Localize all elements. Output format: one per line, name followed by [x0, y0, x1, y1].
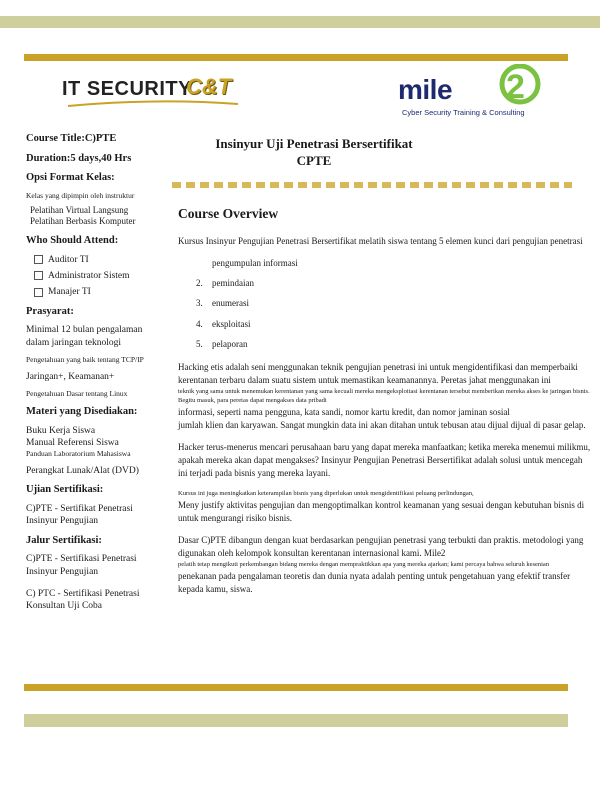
- prereq-2: Pengetahuan yang baik tentang TCP/IP: [26, 355, 144, 365]
- attend-heading: Who Should Attend:: [26, 235, 119, 247]
- materials-1: Buku Kerja Siswa: [26, 425, 96, 436]
- exam-heading: Ujian Sertifikasi:: [26, 484, 104, 496]
- prereq-1: Minimal 12 bulan pengalaman dalam jaringan teknologi: [26, 325, 143, 348]
- hacker-paragraph: Hacker terus-menerus mencari perusahaan baru yang dapat mereka manfaatkan; ketika mereka menemui milikmu, apakah mereka akan dapat mengakses? Insinyur Pengujian Penetrasi Bersertifikat adalah solusi untuk mencegah ini terjadi pada bisnis yang mereka layani.: [178, 442, 591, 479]
- materials-3: Panduan Laboratorium Mahasiswa: [26, 449, 131, 459]
- mile2-number: 2: [506, 68, 525, 106]
- mile2-logo-word: mile: [398, 74, 453, 105]
- top-gold-rule: [24, 54, 568, 61]
- hacking-paragraph: [178, 361, 593, 433]
- path-1: C)PTE - Sertifikasi Penetrasi Insinyur Pengujian: [26, 554, 137, 577]
- list-item-label: pengumpulan informasi: [212, 258, 298, 269]
- format-heading: Opsi Format Kelas:: [26, 172, 115, 184]
- attend-item-label: Administrator Sistem: [48, 271, 130, 282]
- attend-item-label: Auditor TI: [48, 254, 89, 265]
- format-instructor: Kelas yang dipimpin oleh instruktur: [26, 190, 135, 200]
- attend-item-label: Manajer TI: [48, 287, 91, 298]
- methodology-p4c: penekanan pada pengalaman teoretis dan dunia nyata adalah penting untuk pengetahuan yang efektif transfer kepada kamu, siswa.: [178, 571, 571, 595]
- path-heading: Jalur Sertifikasi:: [26, 534, 102, 546]
- attend-item: [26, 270, 156, 282]
- course-title: Course Title:C)PTE: [26, 133, 117, 144]
- prereq-heading: Prasyarat:: [26, 305, 74, 317]
- bottom-olive-band: [24, 714, 568, 727]
- logo-swoosh-icon: [66, 100, 241, 110]
- hacking-p1a: Hacking etis adalah seni menggunakan teknik pengujian penetrasi ini untuk mengidentifikasi dan memperbaiki kerentanan terbaru dalam suatu sistem untuk memastikan keamanannya. Peretas jahat menggunakan ini: [178, 361, 578, 385]
- mile2-tagline: Cyber Security Training & Consulting: [402, 108, 525, 117]
- path-2: C) PTC - Sertifikasi Penetrasi Konsultan Uji Coba: [26, 588, 140, 612]
- list-item: [196, 257, 593, 270]
- list-item-number: 3.: [196, 298, 203, 309]
- list-item-number: 5.: [196, 338, 203, 349]
- it-security-logo: [62, 70, 252, 114]
- materials-4: Perangkat Lunak/Alat (DVD): [26, 465, 139, 476]
- overview-heading: Course Overview: [178, 205, 279, 221]
- course-sidebar: [26, 132, 156, 619]
- checkbox-icon: [34, 255, 43, 264]
- format-virtual: Pelatihan Virtual Langsung: [30, 204, 129, 215]
- list-item: [196, 318, 593, 331]
- it-security-logo-ct: C&T: [186, 74, 232, 99]
- checkbox-icon: [34, 288, 43, 297]
- course-duration: Duration:5 days,40 Hrs: [26, 152, 132, 164]
- methodology-paragraph: [178, 534, 593, 596]
- format-computer: Pelatihan Berbasis Komputer: [30, 216, 136, 227]
- it-security-logo-text: IT SECURITY: [62, 78, 192, 100]
- title-line-2: CPTE: [296, 152, 332, 168]
- list-item: [196, 338, 593, 351]
- materials-heading: Materi yang Disediakan:: [26, 405, 138, 417]
- attend-item: [26, 286, 156, 298]
- elements-list: [196, 257, 593, 350]
- list-item: [196, 277, 593, 290]
- list-item-number: 4.: [196, 318, 203, 329]
- format-options: [26, 205, 156, 228]
- prereq-4: Pengetahuan Dasar tentang Linux: [26, 389, 128, 399]
- hacking-p1d: jumlah klien dan karyawan. Sangat mungkin data ini akan ditahan untuk tebusan atau dijual dijual di pasar gelap.: [178, 420, 586, 431]
- methodology-p4a: Dasar C)PTE dibangun dengan kuat berdasarkan pengujian penetrasi yang terbukti dan praktis. metodologi yang digunakan oleh kelompok konsultan kerentanan internasional kami. Mile2: [178, 535, 584, 559]
- list-item: [196, 297, 593, 310]
- exam-text: C)PTE - Sertifikat Penetrasi Insinyur Pengujian: [26, 503, 133, 527]
- list-item-label: pelaporan: [212, 338, 248, 349]
- hacking-p1b: teknik yang sama untuk menemukan kerentanan yang sama kecuali mereka mengeksploitasi kerentanan tersebut memberikan mereka akses ke jaringan bisnis. Begitu masuk, para peretas dapat mengakses data pribadi: [178, 387, 590, 405]
- list-item-label: pemindaian: [212, 278, 254, 289]
- attend-item: [26, 254, 156, 266]
- hacking-p1c: informasi, seperti nama pengguna, kata sandi, nomor kartu kredit, dan nomor jaminan sosial: [178, 407, 510, 418]
- methodology-p4b: pelatih tetap mengikuti perkembangan bidang mereka dengan mempraktikkan apa yang mereka ajarkan; kami percaya bahwa seluruh kesenian: [178, 561, 550, 569]
- business-p3b: Meny justify aktivitas pengujian dan mengoptimalkan kontrol keamanan yang sesuai dengan kebutuhan bisnis di untuk mengurangi risiko bisnis.: [178, 500, 585, 524]
- dotted-divider: [172, 182, 572, 188]
- prereq-3: Jaringan+, Keamanan+: [26, 371, 115, 382]
- list-item-label: eksploitasi: [212, 318, 251, 329]
- bottom-gold-rule: [24, 684, 568, 691]
- list-item-label: enumerasi: [212, 298, 249, 309]
- checkbox-icon: [34, 271, 43, 280]
- title-line-1: Insinyur Uji Penetrasi Bersertifikat: [215, 136, 413, 151]
- course-main: [178, 136, 593, 605]
- list-item-number: 2.: [196, 278, 203, 289]
- mile2-logo: [398, 66, 558, 122]
- business-paragraph: [178, 489, 593, 525]
- mile2-two-icon: [490, 64, 552, 108]
- business-p3a: Kursus ini juga meningkatkan keterampilan bisnis yang diperlukan untuk mengidentifikasi peluang perlindungan,: [178, 490, 474, 498]
- document-title: [174, 136, 454, 170]
- materials-2: Manual Referensi Siswa: [26, 437, 119, 448]
- overview-intro: Kursus Insinyur Pengujian Penetrasi Bersertifikat melatih siswa tentang 5 elemen kunci dari pengujian penetrasi: [178, 236, 583, 247]
- top-olive-band: [0, 16, 600, 28]
